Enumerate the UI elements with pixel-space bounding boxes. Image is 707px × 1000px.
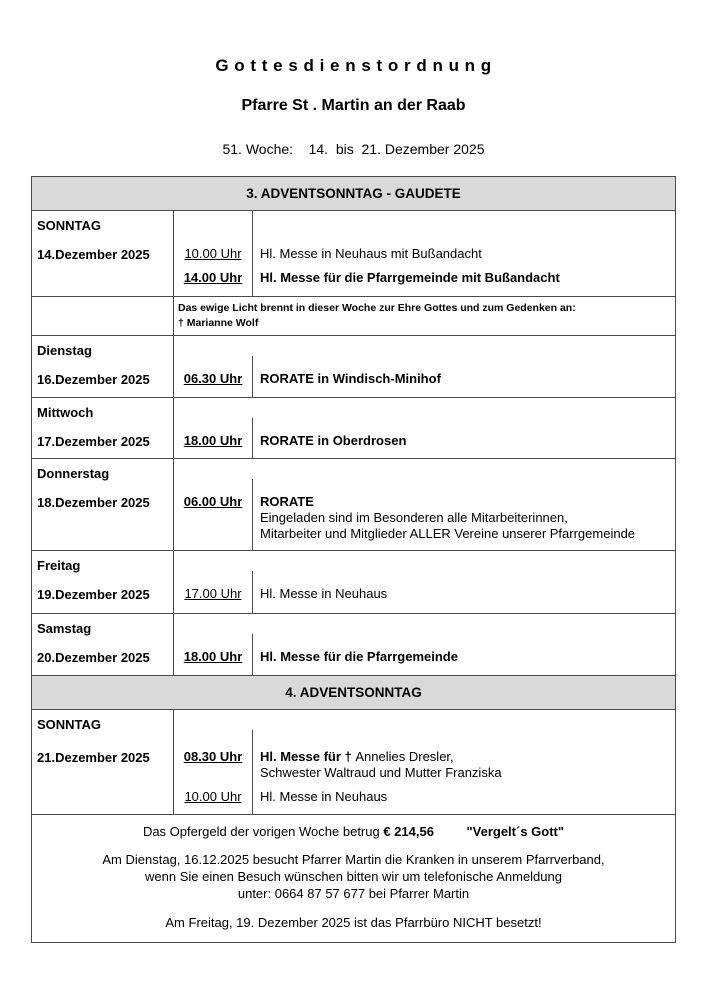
event-row [174,789,671,805]
text-segment: RORATE in Windisch-Minihof [260,371,441,386]
schedule-row [32,551,675,614]
event-description [252,270,671,286]
text-segment: Mitarbeiter und Mitglieder ALLER Vereine unserer Pfarrgemeinde [260,526,636,541]
time-text: 17.00 Uhr [184,586,242,601]
schedule-rows [32,177,675,815]
time-text: 06.30 Uhr [183,371,243,386]
day-label: Dienstag [37,343,92,358]
time-text: 14.00 Uhr [183,270,243,285]
event-description-line [260,433,671,449]
day-label: Freitag [37,558,81,573]
date-label: 18.Dezember 2025 [37,495,150,510]
day-cell [32,459,174,550]
event-description-line [260,649,671,665]
events-cell [174,459,675,550]
event-description [252,433,671,449]
date-label: 20.Dezember 2025 [37,650,150,665]
date-label: 17.Dezember 2025 [37,434,150,449]
time-text: 18.00 Uhr [183,649,243,664]
section-header: 3. ADVENTSONNTAG - GAUDETE [32,177,675,211]
day-cell [32,336,174,397]
event-description-line [260,246,671,262]
time-label [174,649,252,665]
event-description [252,371,671,387]
events-cell [174,211,675,296]
event-row [174,246,671,262]
text-segment: Hl. Messe für die Pfarrgemeinde mit Bußandacht [260,270,560,285]
office-closed-note: Am Freitag, 19. Dezember 2025 ist das Pfarrbüro NICHT besetzt! [165,915,542,930]
text-segment: Eingeladen sind im Besonderen alle Mitarbeiterinnen, [260,510,568,525]
event-description [252,649,671,665]
offering-line [44,824,663,839]
time-text: 10.00 Uhr [184,246,242,261]
column-divider [252,571,253,613]
events-cell [174,551,675,613]
schedule-table [31,176,676,943]
memorial-note-line: Das ewige Licht brennt in dieser Woche zur Ehre Gottes und zum Gedenken an: [178,302,576,314]
event-description-line [260,371,671,387]
time-label [174,789,252,805]
event-row [174,371,671,387]
time-label [174,433,252,449]
memorial-note-row [32,297,675,336]
events-cell [174,710,675,814]
day-label: SONNTAG [37,218,102,233]
day-cell [32,211,174,296]
time-text: 08.30 Uhr [183,749,243,764]
event-row [174,270,671,286]
column-divider [252,356,253,397]
event-description [252,586,671,602]
visit-paragraph-line: wenn Sie einen Besuch wünschen bitten wir um telefonische Anmeldung [145,869,562,884]
time-label [174,270,252,286]
day-label: Samstag [37,621,92,636]
schedule-row [32,614,675,676]
week-range: 51. Woche: 14. bis 21. Dezember 2025 [222,141,485,157]
event-row [174,586,671,602]
text-segment: Hl. Messe in Neuhaus mit Bußandacht [260,246,482,261]
event-description-line [260,586,671,602]
day-label: SONNTAG [37,717,102,732]
date-label: 14.Dezember 2025 [37,247,150,262]
event-row [174,649,671,665]
events-cell [174,336,675,397]
day-label: Mittwoch [37,405,94,420]
column-divider [252,479,253,550]
time-text: 06.00 Uhr [183,494,243,509]
schedule-row [32,710,675,815]
day-cell [32,614,174,675]
event-description [252,749,671,781]
date-label: 21.Dezember 2025 [37,750,150,765]
memorial-note-line: † Marianne Wolf [178,317,259,329]
text-segment: RORATE in Oberdrosen [260,433,407,448]
day-cell [32,710,174,814]
page-title: G o t t e s d i e n s t o r d n u n g [215,56,492,75]
event-description-line [260,510,671,526]
visit-paragraph-line: Am Dienstag, 16.12.2025 besucht Pfarrer Martin die Kranken in unserem Pfarrverband, [102,852,605,867]
event-description-line [260,789,671,805]
column-divider [252,418,253,458]
event-description-line [260,270,671,286]
text-segment: Schwester Waltraud und Mutter Franziska [260,765,502,780]
date-label: 16.Dezember 2025 [37,372,150,387]
text-segment: Hl. Messe für † [260,749,356,764]
time-label [174,749,252,781]
column-divider [252,211,253,296]
text-segment: Hl. Messe für die Pfarrgemeinde [260,649,458,664]
visit-paragraph-line: unter: 0664 87 57 677 bei Pfarrer Martin [237,886,470,901]
text-segment: Das Opfergeld der vorigen Woche betrug [142,824,384,839]
schedule-row [32,459,675,551]
text-segment: € 214,56 [383,824,434,839]
text-segment [434,824,467,839]
schedule-row [32,336,675,398]
time-label [174,246,252,262]
time-label [174,586,252,602]
section-header: 4. ADVENTSONNTAG [32,676,675,710]
footer-box [32,815,675,942]
event-row [174,494,671,542]
schedule-row [32,398,675,459]
column-divider [252,634,253,675]
event-description-line [260,749,671,765]
event-description [252,494,671,542]
text-segment: RORATE [260,494,314,509]
time-text: 10.00 Uhr [184,789,242,804]
schedule-row [32,211,675,297]
event-description [252,789,671,805]
text-segment: Hl. Messe in Neuhaus [260,586,388,601]
event-description [252,246,671,262]
day-label: Donnerstag [37,466,110,481]
visit-paragraph [44,851,663,902]
time-label [174,494,252,542]
document-header [0,0,707,157]
event-description-line [260,765,671,781]
day-cell [32,398,174,458]
date-label: 19.Dezember 2025 [37,587,150,602]
empty-day-cell [32,297,174,335]
text-segment: Hl. Messe in Neuhaus [260,789,388,804]
parish-name: Pfarre St . Martin an der Raab [241,97,466,114]
event-row [174,749,671,781]
event-description-line [260,494,671,510]
day-cell [32,551,174,613]
memorial-note [174,297,675,335]
text-segment: Annelies Dresler, [355,749,454,764]
text-segment: "Vergelt´s Gott" [466,824,565,839]
time-text: 18.00 Uhr [183,433,243,448]
column-divider [252,730,253,814]
event-description-line [260,526,671,542]
events-cell [174,398,675,458]
event-row [174,433,671,449]
time-label [174,371,252,387]
events-cell [174,614,675,675]
